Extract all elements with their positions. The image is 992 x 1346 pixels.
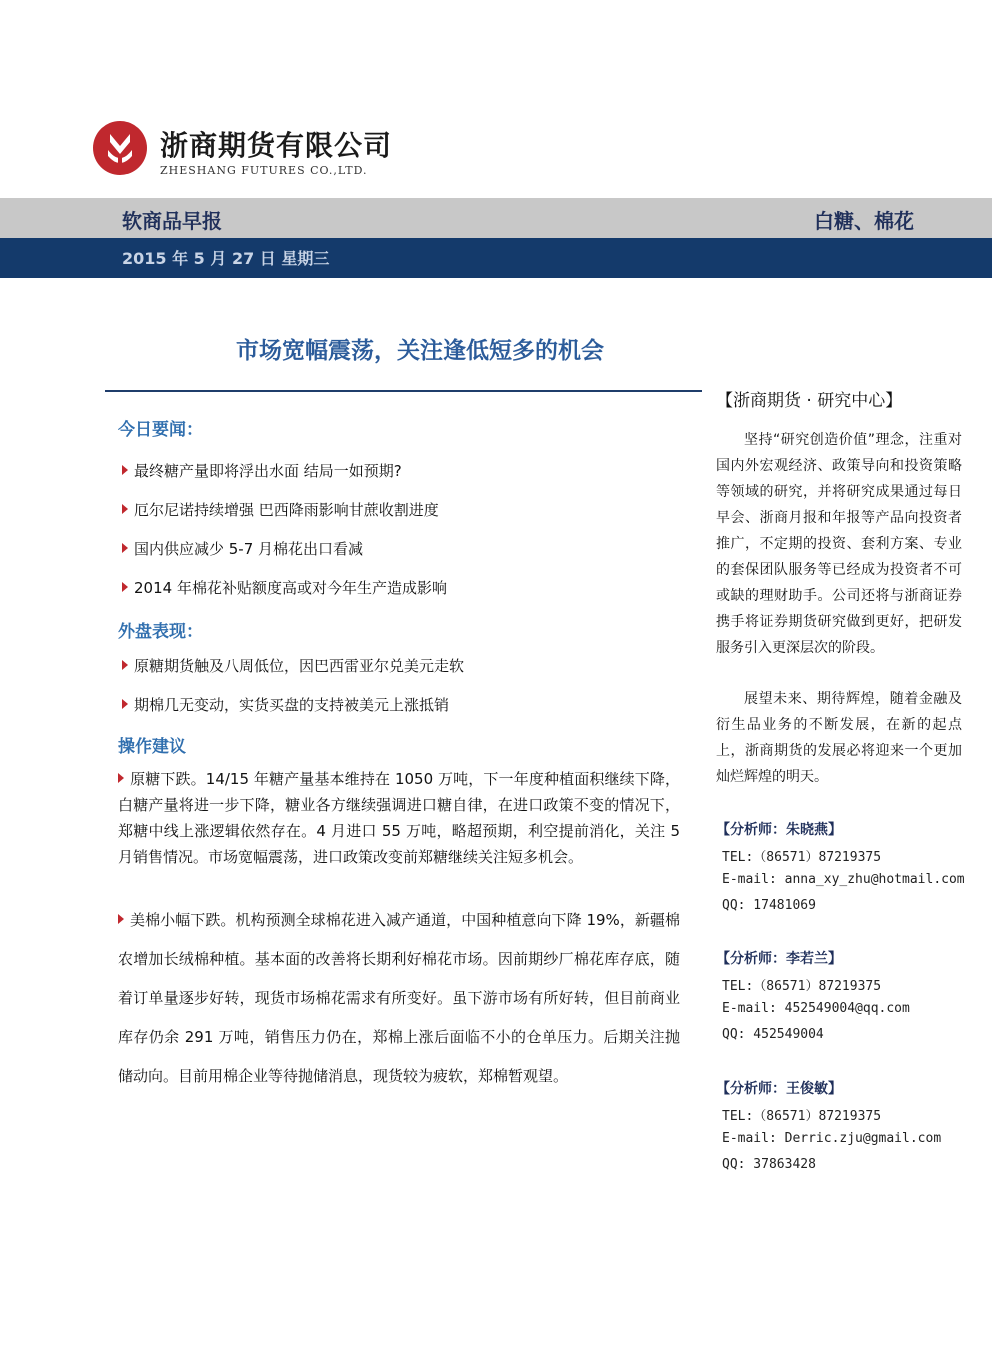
company-logo-icon [92, 120, 148, 176]
analyst-email: E-mail: 452549004@qq.com [722, 1001, 910, 1016]
analyst-name: 【分析师：李若兰】 [716, 951, 842, 967]
analyst-email: E-mail: Derric.zju@gmail.com [722, 1131, 942, 1146]
bullet-arrow-icon [122, 465, 128, 475]
bullet-arrow-icon [118, 914, 124, 924]
sidebar-heading: 【浙商期货 · 研究中心】 [716, 391, 903, 411]
page-title: 市场宽幅震荡，关注逢低短多的机会 [236, 338, 604, 364]
news-item: 最终糖产量即将浮出水面 结局一如预期? [122, 460, 402, 481]
analyst-name: 【分析师：朱晓燕】 [716, 822, 842, 838]
company-name-cn: 浙商期货有限公司 [160, 129, 393, 162]
news-item: 国内供应减少 5-7 月棉花出口看减 [122, 538, 363, 559]
overseas-item: 期棉几无变动，实货买盘的支持被美元上涨抵销 [122, 694, 449, 715]
report-products: 白糖、棉花 [814, 209, 914, 233]
analyst-tel: TEL:（86571）87219375 [722, 850, 882, 865]
analyst-qq: QQ: 37863428 [722, 1157, 816, 1172]
report-date: 2015 年 5 月 27 日 星期三 [122, 249, 330, 268]
advice-cotton: 美棉小幅下跌。机构预测全球棉花进入减产通道，中国种植意向下降 19%，新疆棉农增加长绒棉种植。基本面的改善将长期利好棉花市场。因前期纱厂棉花库存底，随着订单量逐步好转，现货市场棉花需求有所变好。虽下游市场有所好转，但目前商业库存仍余 291 万吨，销售压力仍在，郑棉上涨后面临不小的仓单压力。后期关注抛储动向。目前用棉企业等待抛储消息，现货较为疲软，郑棉暂观望。 [118, 911, 680, 1085]
bullet-arrow-icon [122, 582, 128, 592]
title-divider [105, 390, 702, 392]
bullet-arrow-icon [118, 773, 124, 783]
advice-heading: 操作建议 [118, 737, 186, 757]
analyst-qq: QQ: 17481069 [722, 898, 816, 913]
analyst-qq: QQ: 452549004 [722, 1027, 824, 1042]
sidebar-outlook: 展望未来、期待辉煌，随着金融及衍生品业务的不断发展，在新的起点上，浙商期货的发展必将迎来一个更加灿烂辉煌的明天。 [716, 691, 962, 785]
analyst-email: E-mail: anna_xy_zhu@hotmail.com [722, 872, 965, 887]
analyst-name: 【分析师：王俊敏】 [716, 1081, 842, 1097]
bullet-arrow-icon [122, 504, 128, 514]
analyst-tel: TEL:（86571）87219375 [722, 1109, 882, 1124]
advice-sugar: 原糖下跌。14/15 年糖产量基本维持在 1050 万吨，下一年度种植面积继续下降，白糖产量将进一步下降，糖业各方继续强调进口糖自律，在进口政策不变的情况下，郑糖中线上涨逻辑依然存在。4 月进口 55 万吨，略超预期，利空提前消化，关注 5 月销售情况。市场宽幅震荡，进口政策改变前郑糖继续关注短多机会。 [118, 770, 680, 866]
company-name-en: ZHESHANG FUTURES CO.,LTD. [160, 164, 368, 177]
overseas-item: 原糖期货触及八周低位，因巴西雷亚尔兑美元走软 [122, 655, 464, 676]
bullet-arrow-icon [122, 543, 128, 553]
analyst-tel: TEL:（86571）87219375 [722, 979, 882, 994]
report-type: 软商品早报 [122, 209, 222, 233]
overseas-heading: 外盘表现： [118, 622, 203, 642]
news-item: 厄尔尼诺持续增强 巴西降雨影响甘蔗收割进度 [122, 499, 439, 520]
news-item: 2014 年棉花补贴额度高或对今年生产造成影响 [122, 577, 447, 598]
bullet-arrow-icon [122, 699, 128, 709]
bullet-arrow-icon [122, 660, 128, 670]
sidebar-intro: 坚持“研究创造价值”理念，注重对国内外宏观经济、政策导向和投资策略等领域的研究，并将研究成果通过每日早会、浙商月报和年报等产品向投资者推广，不定期的投资、套利方案、专业的套保团队服务等已经成为投资者不可或缺的理财助手。公司还将与浙商证券携手将证券期货研究做到更好，把研发服务引入更深层次的阶段。 [716, 432, 962, 656]
news-heading: 今日要闻： [118, 420, 203, 440]
